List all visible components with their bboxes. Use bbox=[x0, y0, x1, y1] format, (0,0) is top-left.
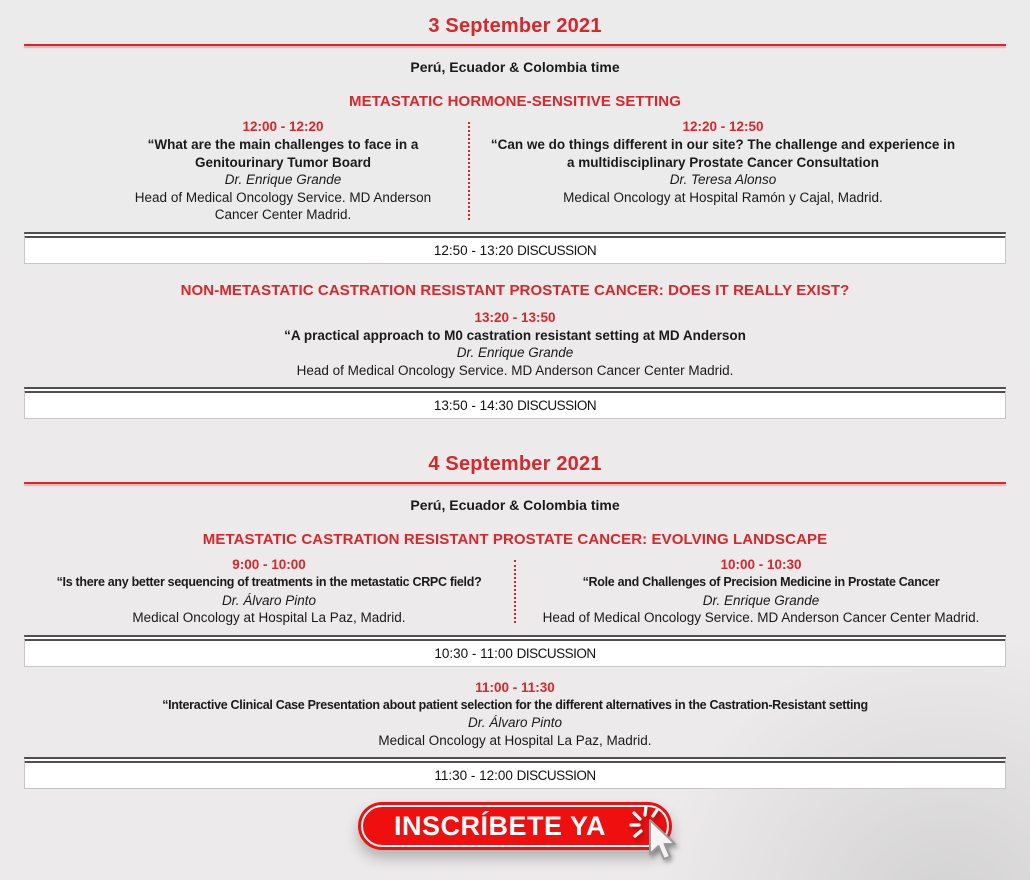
session-affiliation: Head of Medical Oncology Service. MD Anderson Cancer Center Madrid. bbox=[542, 610, 980, 625]
session-affiliation: Medical Oncology at Hospital Ramón y Cajal, Madrid. bbox=[563, 189, 883, 205]
session-time: 9:00 - 10:00 bbox=[232, 557, 306, 572]
session-single bbox=[24, 309, 1006, 380]
day-1-section bbox=[0, 15, 1030, 419]
session-title: “Can we do things different in our site? The challenge and experience in a multidisciplinary Prostate Cancer Consultation bbox=[490, 137, 956, 170]
session-single bbox=[24, 679, 1006, 750]
timezone-note: Perú, Ecuador & Colombia time bbox=[410, 497, 620, 513]
session-speaker: Dr. Álvaro Pinto bbox=[467, 715, 563, 730]
session-title: “Interactive Clinical Case Presentation about patient selection for the different alternatives in the Castration-Resistant setting bbox=[162, 697, 868, 712]
session-time: 10:00 - 10:30 bbox=[720, 557, 802, 572]
discussion-time: 11:30 - 12:00 bbox=[434, 768, 513, 783]
session-column-left bbox=[24, 118, 468, 224]
section-heading: NON-METASTATIC CASTRATION RESISTANT PROSTATE CANCER: DOES IT REALLY EXIST? bbox=[180, 281, 850, 299]
session-affiliation: Medical Oncology at Hospital La Paz, Madrid. bbox=[132, 610, 406, 625]
discussion-bar bbox=[24, 232, 1006, 264]
session-columns bbox=[24, 556, 1006, 627]
session-column-right bbox=[516, 556, 1006, 627]
timezone-note: Perú, Ecuador & Colombia time bbox=[410, 59, 620, 75]
session-time: 12:20 - 12:50 bbox=[682, 119, 764, 134]
register-button-label: INSCRÍBETE YA bbox=[393, 811, 607, 841]
section-heading: METASTATIC CASTRATION RESISTANT PROSTATE CANCER: EVOLVING LANDSCAPE bbox=[202, 531, 828, 548]
session-title: “Role and Challenges of Precision Medicine in Prostate Cancer bbox=[582, 575, 940, 589]
session-speaker: Dr. Teresa Alonso bbox=[669, 172, 777, 187]
date-underline bbox=[24, 482, 1006, 484]
session-title: “Is there any better sequencing of treatments in the metastatic CRPC field? bbox=[56, 575, 482, 589]
discussion-label: DISCUSSION bbox=[517, 242, 597, 258]
day-2-section bbox=[0, 453, 1030, 789]
date-underline bbox=[24, 44, 1006, 46]
mouse-cursor-click-icon bbox=[628, 804, 690, 870]
discussion-time: 10:30 - 11:00 bbox=[434, 645, 513, 661]
session-columns bbox=[24, 118, 1006, 224]
date-heading: 4 September 2021 bbox=[428, 453, 602, 475]
session-title: “What are the main challenges to face in a Genitourinary Tumor Board bbox=[147, 137, 419, 170]
session-time: 13:20 - 13:50 bbox=[474, 309, 556, 325]
session-title: “A practical approach to M0 castration resistant setting at MD Anderson bbox=[284, 327, 746, 343]
session-column-left bbox=[24, 556, 514, 627]
session-affiliation: Head of Medical Oncology Service. MD Anderson Cancer Center Madrid. bbox=[134, 189, 432, 222]
discussion-label: DISCUSSION bbox=[516, 768, 596, 783]
discussion-bar bbox=[24, 635, 1006, 667]
discussion-bar bbox=[24, 387, 1006, 419]
session-affiliation: Medical Oncology at Hospital La Paz, Madrid. bbox=[378, 732, 652, 748]
session-speaker: Dr. Álvaro Pinto bbox=[221, 592, 317, 608]
register-button-area bbox=[0, 802, 1030, 850]
discussion-bar bbox=[24, 757, 1006, 789]
session-time: 12:00 - 12:20 bbox=[242, 119, 324, 134]
discussion-label: DISCUSSION bbox=[516, 645, 596, 661]
session-time: 11:00 - 11:30 bbox=[475, 679, 555, 695]
date-heading: 3 September 2021 bbox=[428, 15, 602, 37]
session-speaker: Dr. Enrique Grande bbox=[224, 172, 342, 187]
session-affiliation: Head of Medical Oncology Service. MD Anderson Cancer Center Madrid. bbox=[296, 362, 734, 378]
session-speaker: Dr. Enrique Grande bbox=[456, 345, 574, 360]
section-heading: METASTATIC HORMONE-SENSITIVE SETTING bbox=[349, 93, 681, 110]
session-speaker: Dr. Enrique Grande bbox=[702, 592, 820, 608]
register-button[interactable] bbox=[358, 802, 672, 850]
discussion-time: 12:50 - 13:20 bbox=[433, 242, 514, 258]
discussion-label: DISCUSSION bbox=[517, 398, 597, 413]
session-column-right bbox=[470, 118, 1006, 224]
discussion-time: 13:50 - 14:30 bbox=[433, 398, 514, 413]
